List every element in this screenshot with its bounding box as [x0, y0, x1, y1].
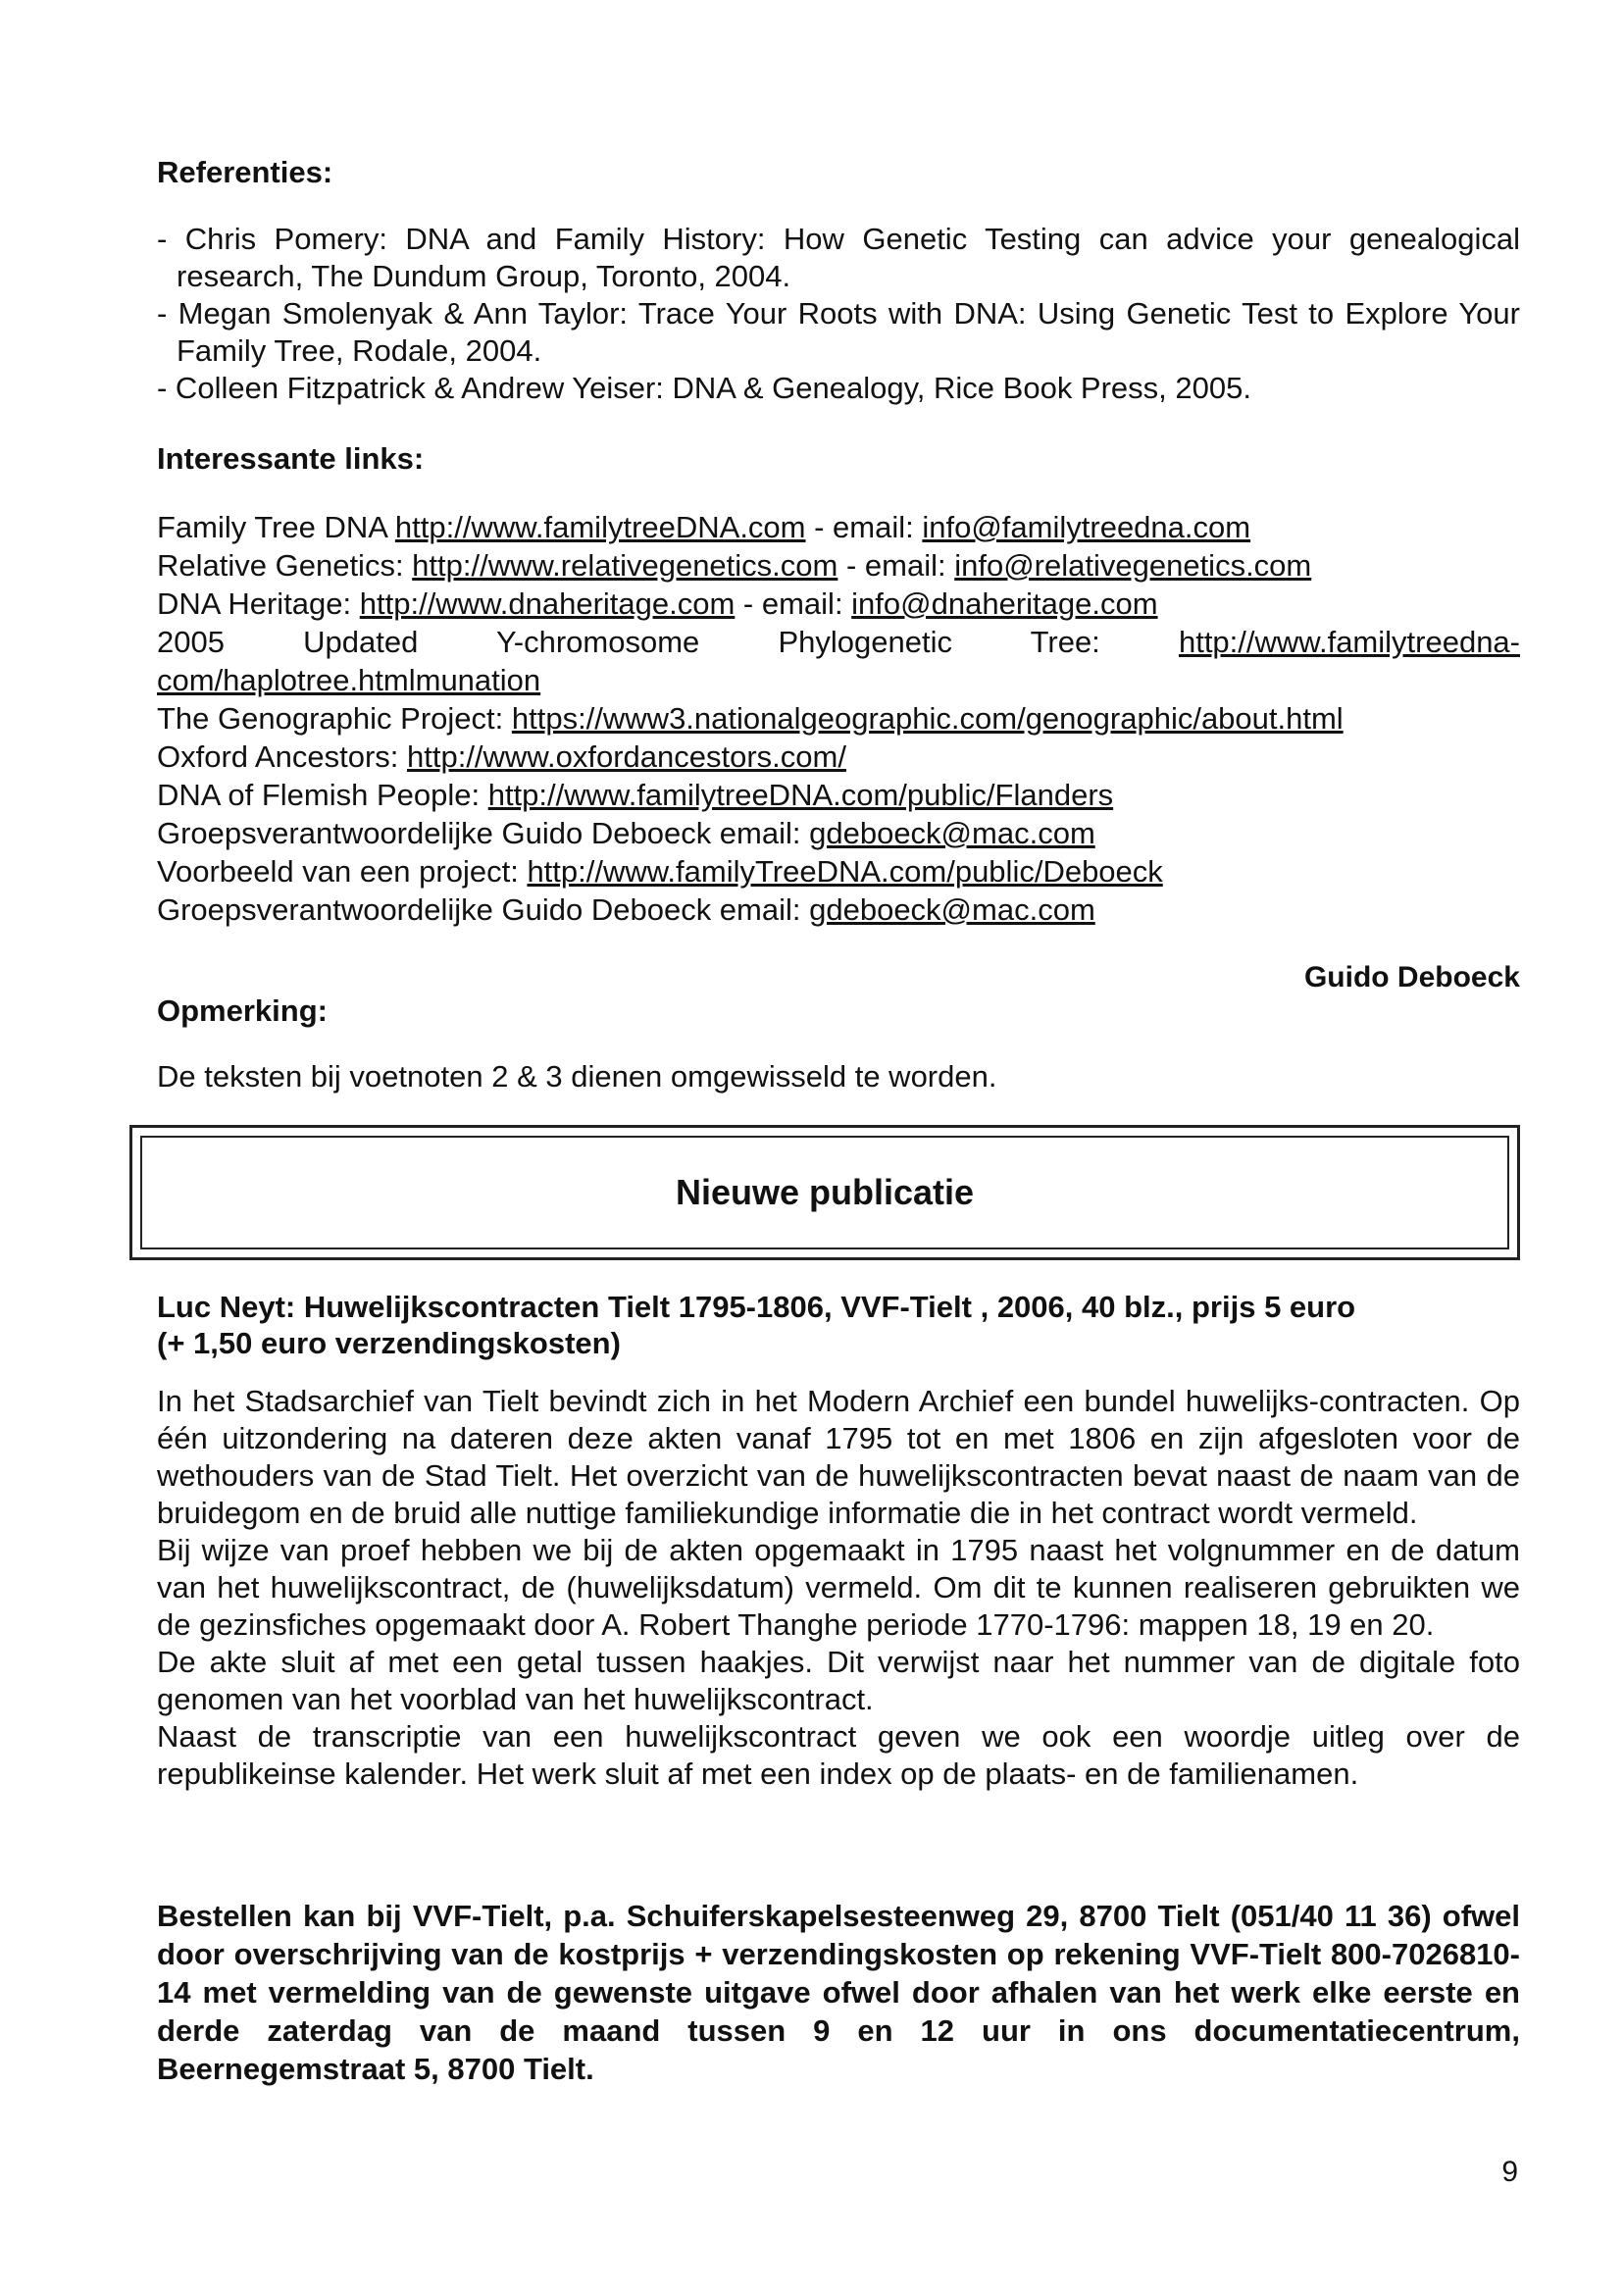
link-label: The Genographic Project: — [157, 701, 512, 736]
link-url[interactable]: http://www.familytreedna- — [1178, 625, 1520, 659]
book-title-line: (+ 1,50 euro verzendingskosten) — [157, 1326, 621, 1360]
description-paragraph: Naast de transcriptie van een huwelijkscontract geven we ook een woordje uitleg over de republikeinse kalender. Het werk sluit af met een index op de plaats- en de familienamen. — [157, 1719, 1520, 1791]
link-url[interactable]: http://www.oxfordancestors.com/ — [407, 739, 846, 774]
link-label: DNA Heritage: — [157, 586, 360, 621]
link-item — [157, 546, 1520, 585]
link-url[interactable]: http://www.dnaheritage.com — [359, 586, 736, 621]
link-label: Family Tree DNA — [157, 510, 395, 544]
link-url[interactable]: http://www.familyTreeDNA.com/public/Deboeck — [527, 854, 1163, 889]
link-item — [157, 852, 1520, 891]
order-information: Bestellen kan bij VVF-Tielt, p.a. Schuiferskapelsesteenweg 29, 8700 Tielt (051/40 11 36) ofwel door overschrijving van de kostprijs + verzendingskosten op rekening VVF-Tielt 800-7026810-14 met vermelding van de gewenste uitgave ofwel door afhalen van het werk elke eerste en derde zaterdag van de maand tussen 9 en 12 uur in ons documentatiecentrum, Beernegemstraat 5, 8700 Tielt. — [157, 1899, 1520, 2086]
link-label: Relative Genetics: — [157, 548, 413, 583]
publication-title: Nieuwe publicatie — [675, 1172, 975, 1212]
link-separator: - email: — [837, 548, 955, 583]
publication-box — [129, 1125, 1520, 1260]
link-separator: - email: — [735, 586, 852, 621]
link-label: DNA of Flemish People: — [157, 778, 488, 812]
book-title — [157, 1289, 1520, 1361]
reference-item: - Megan Smolenyak & Ann Taylor: Trace Your Roots with DNA: Using Genetic Test to Explore Your Family Tree, Rodale, 2004. — [157, 296, 1520, 368]
publication-box-inner — [140, 1136, 1509, 1249]
link-item-continued — [157, 661, 1520, 699]
link-label-word: Tree: — [1030, 625, 1100, 659]
link-url[interactable]: http://www.familytreeDNA.com/public/Flanders — [487, 778, 1114, 812]
links-list — [157, 508, 1520, 929]
link-email[interactable]: info@relativegenetics.com — [954, 548, 1312, 583]
reference-item: - Colleen Fitzpatrick & Andrew Yeiser: DNA & Genealogy, Rice Book Press, 2005. — [157, 371, 1251, 405]
remark-text: De teksten bij voetnoten 2 & 3 dienen omgewisseld te worden. — [157, 1059, 997, 1094]
link-item — [157, 508, 1520, 546]
links-heading: Interessante links: — [157, 441, 425, 476]
link-email[interactable]: info@dnaheritage.com — [851, 586, 1158, 621]
link-item — [157, 738, 1520, 776]
link-email[interactable]: gdeboeck@mac.com — [809, 816, 1095, 850]
link-item — [157, 699, 1520, 738]
remark-heading: Opmerking: — [157, 993, 328, 1028]
book-title-line: Luc Neyt: Huwelijkscontracten Tielt 1795-1806, VVF-Tielt , 2006, 40 blz., prijs 5 euro — [157, 1290, 1356, 1324]
link-label-word: Y-chromosome — [495, 625, 700, 659]
description-paragraph: In het Stadsarchief van Tielt bevindt zich in het Modern Archief een bundel huwelijks-contracten. Op één uitzondering na dateren deze akten vanaf 1795 tot en met 1806 en zijn afgesloten voor de wethouders van de Stad Tielt. Het overzicht van de huwelijkscontracten bevat naast de naam van de bruidegom en de bruid alle nuttige familiekundige informatie die in het contract wordt vermeld. — [157, 1384, 1520, 1530]
description-paragraph: Bij wijze van proef hebben we bij de akten opgemaakt in 1795 naast het volgnummer en de datum van het huwelijkscontract, de (huwelijksdatum) vermeld. Om dit te kunnen realiseren gebruikten we de gezinsfiches opgemaakt door A. Robert Thanghe periode 1770-1796: mappen 18, 19 en 20. — [157, 1533, 1520, 1642]
description-paragraph: De akte sluit af met een getal tussen haakjes. Dit verwijst naar het nummer van de digitale foto genomen van het voorblad van het huwelijkscontract. — [157, 1645, 1520, 1716]
link-email[interactable]: info@familytreedna.com — [922, 510, 1251, 544]
link-label-word: 2005 — [157, 625, 225, 659]
reference-item: - Chris Pomery: DNA and Family History: How Genetic Testing can advice your genealogical research, The Dundum Group, Toronto, 2004. — [157, 222, 1520, 293]
references-heading: Referenties: — [157, 155, 333, 189]
link-separator: - email: — [805, 510, 923, 544]
link-item — [157, 891, 1520, 929]
link-email[interactable]: gdeboeck@mac.com — [809, 892, 1095, 927]
link-label: Oxford Ancestors: — [157, 739, 407, 774]
references-list — [157, 221, 1520, 407]
link-label-word: Phylogenetic — [778, 625, 952, 659]
link-label-word: Updated — [303, 625, 419, 659]
link-url[interactable]: http://www.familytreeDNA.com — [394, 510, 806, 544]
link-url[interactable]: http://www.relativegenetics.com — [412, 548, 838, 583]
link-url[interactable]: com/haplotree.htmlmunation — [157, 663, 541, 697]
link-item — [157, 585, 1520, 623]
author-signature: Guido Deboeck — [1303, 961, 1520, 993]
link-label: Groepsverantwoordelijke Guido Deboeck email: — [157, 816, 810, 850]
link-item — [157, 623, 1520, 661]
link-url[interactable]: https://www3.nationalgeographic.com/genographic/about.html — [511, 701, 1344, 736]
link-label: Voorbeeld van een project: — [157, 854, 528, 889]
page-number: 9 — [1501, 2156, 1518, 2188]
link-label: Groepsverantwoordelijke Guido Deboeck email: — [157, 892, 810, 927]
link-item — [157, 776, 1520, 814]
link-item — [157, 814, 1520, 852]
publication-description — [157, 1383, 1520, 1793]
